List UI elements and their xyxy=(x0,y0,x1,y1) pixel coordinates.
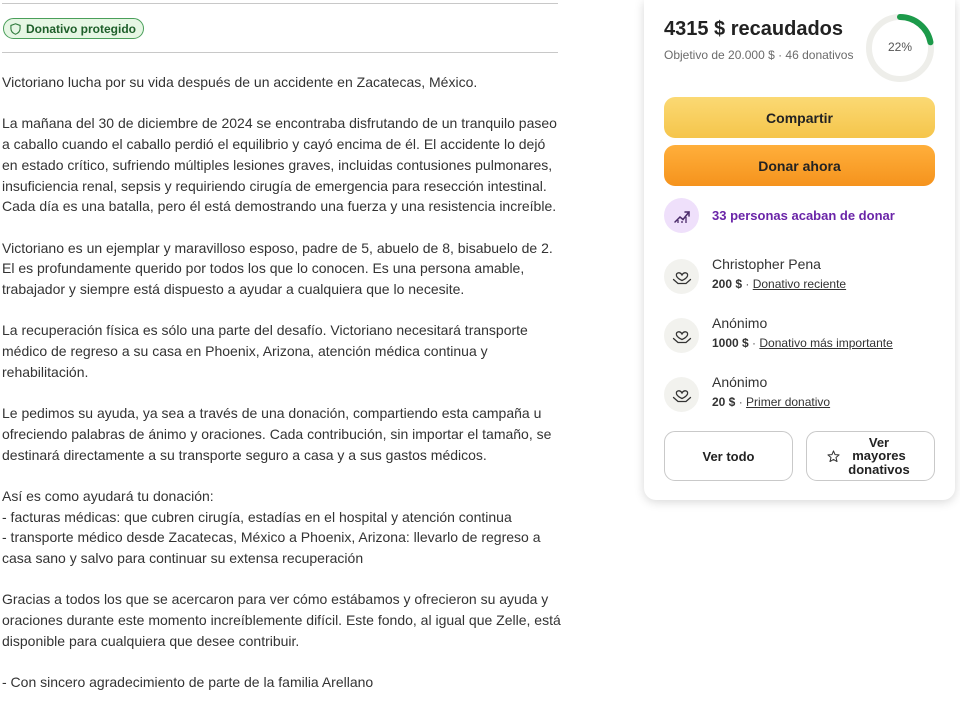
see-top-donations-button[interactable] xyxy=(806,431,935,481)
donor-tag-link[interactable]: Donativo más importante xyxy=(759,336,893,350)
donor-name: Anónimo xyxy=(712,374,768,390)
recent-donations-label: 33 personas acaban de donar xyxy=(712,208,895,223)
story-paragraph: Victoriano lucha por su vida después de un accidente en Zacatecas, México. xyxy=(2,74,478,90)
donor-name: Christopher Pena xyxy=(712,256,821,272)
donor-item xyxy=(664,314,893,353)
see-top-donations-label: Ver mayores donativos xyxy=(848,434,910,477)
story-paragraph: La recuperación física es sólo una parte del desafío. Victoriano necesitará transporte médico de regreso a su casa en Phoenix, Arizona, atención médica continua y rehabilitación. xyxy=(2,322,528,380)
donor-details xyxy=(712,255,846,294)
separator: · xyxy=(752,336,757,350)
donate-now-button[interactable]: Donar ahora xyxy=(664,145,935,186)
protected-donation-badge[interactable] xyxy=(3,18,144,39)
divider xyxy=(2,52,558,53)
story-paragraph: Gracias a todos los que se acercaron para ver cómo estábamos y ofrecieron su ayuda y oraciones durante este momento increíblemente difícil. Este fondo, al igual que Zelle, está disponible para cualquiera que desee contribuir. xyxy=(2,591,561,649)
heart-hand-icon xyxy=(664,318,699,353)
donor-details xyxy=(712,373,830,412)
donor-details xyxy=(712,314,893,353)
star-icon xyxy=(827,450,840,463)
heart-hand-icon xyxy=(664,377,699,412)
donor-meta xyxy=(712,277,846,291)
goal-and-donation-count: Objetivo de 20.000 $ · 46 donativos xyxy=(664,48,854,62)
story-paragraph: Le pedimos su ayuda, ya sea a través de una donación, compartiendo esta campaña u ofreciendo palabras de ánimo y oraciones. Cada contribución, sin importar el tamaño, se destinará directamente a su transporte seguro a casa y a sus gastos médicos. xyxy=(2,405,552,463)
story-paragraph: La mañana del 30 de diciembre de 2024 se encontraba disfrutando de un tranquilo paseo a caballo cuando el caballo perdió el equilibrio y cayó encima de él. El accidente lo dejó en estado crítico, sufriendo múltiples lesiones graves, incluidas contusiones pulmonares, insuficiencia renal, sepsis y requiriendo cirugía de emergencia para resección intestinal. Cada día es una batalla, pero él está demostrando una fuerza y una resistencia increíble. xyxy=(2,115,557,215)
donor-amount: 20 $ xyxy=(712,395,736,409)
separator: · xyxy=(738,395,743,409)
story-paragraph: - Con sincero agradecimiento de parte de la familia Arellano xyxy=(2,674,374,691)
donor-meta xyxy=(712,395,830,409)
donor-amount: 200 $ xyxy=(712,277,743,291)
trending-up-icon xyxy=(664,198,699,233)
donor-item xyxy=(664,373,830,412)
amount-raised: 4315 $ recaudados xyxy=(664,18,843,40)
divider xyxy=(2,3,558,4)
see-all-button[interactable]: Ver todo xyxy=(664,431,793,481)
shield-icon xyxy=(10,23,21,35)
donor-meta xyxy=(712,336,893,350)
donor-tag-link[interactable]: Primer donativo xyxy=(746,395,831,409)
donation-card xyxy=(644,0,955,500)
story-text xyxy=(2,72,562,702)
progress-percent: 22% xyxy=(887,40,913,54)
share-button[interactable]: Compartir xyxy=(664,97,935,138)
donor-amount: 1000 $ xyxy=(712,336,749,350)
heart-hand-icon xyxy=(664,259,699,294)
story-paragraph: Así es como ayudará tu donación: - facturas médicas: que cubren cirugía, estadías en el hospital y atención continua - transporte médico desde Zacatecas, México a Phoenix, Arizona: llevarlo de regreso a casa sano y salvo para continuar su extensa recuperación xyxy=(2,487,541,567)
donor-item xyxy=(664,255,846,294)
badge-label: Donativo protegido xyxy=(26,21,136,36)
story-paragraph: Victoriano es un ejemplar y maravilloso esposo, padre de 5, abuelo de 8, bisabuelo de 2. El es profundamente querido por todos los que lo conocen. Es una persona amable, trabajador y siempre está dispuesto a ayudar a cualquiera que lo necesite. xyxy=(2,239,553,297)
donor-name: Anónimo xyxy=(712,315,768,331)
recent-donations-notice xyxy=(664,198,895,233)
donor-tag-link[interactable]: Donativo reciente xyxy=(752,277,847,291)
separator: · xyxy=(745,277,750,291)
